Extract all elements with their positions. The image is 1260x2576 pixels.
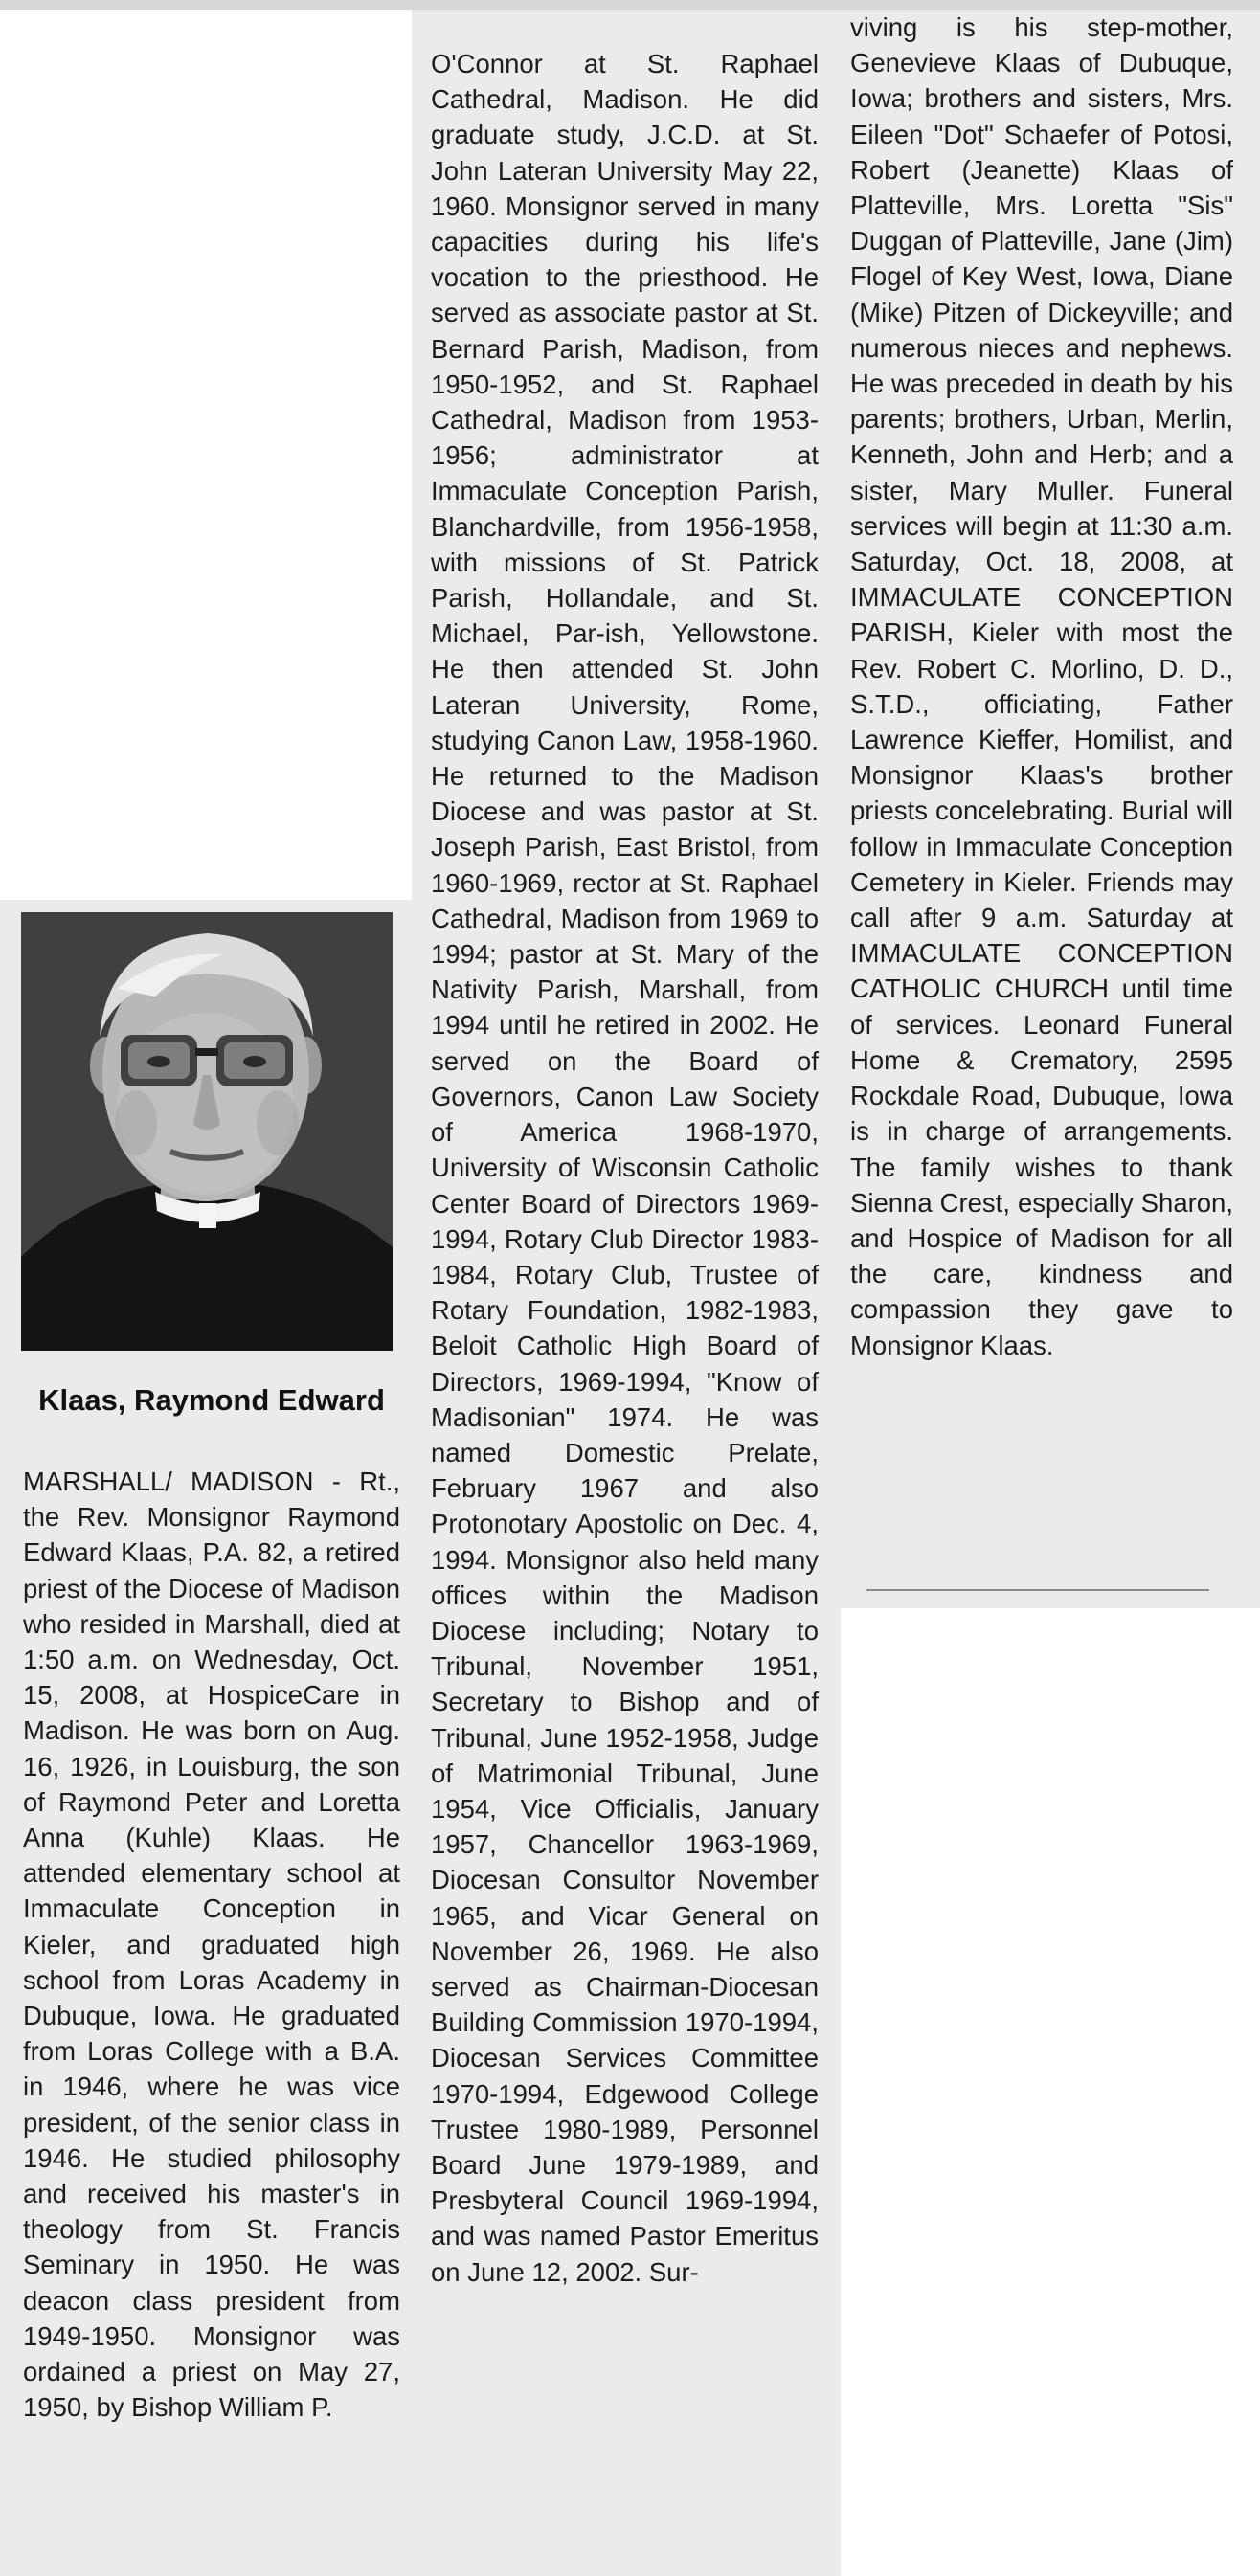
obituary-column-1: MARSHALL/ MADISON - Rt., the Rev. Monsignor Raymond Edward Klaas, P.A. 82, a retired priest of the Diocese of Madison who resided in Marshall, died at 1:50 a.m. on Wednesday, Oct. 15, 2008, at HospiceCare in Madison. He was born on Aug. 16, 1926, in Louisburg, the son of Raymond Peter and Loretta Anna (Kuhle) Klaas. He attended elementary school at Immaculate Conception in Kieler, and graduated high school from Loras Academy in Dubuque, Iowa. He graduated from Loras College with a B.A. in 1946, where he was vice president, of the senior class in 1946. He studied philosophy and received his master's in theology from St. Francis Seminary in 1950. He was deacon class president from 1949-1950. Monsignor was ordained a priest on May 27, 1950, by Bishop William P.: [23, 1467, 400, 2423]
end-rule: [866, 1589, 1209, 1591]
obituary-column-2: O'Connor at St. Raphael Cathedral, Madison. He did graduate study, J.C.D. at St. John Lateran University May 22, 1960. Monsignor served in many capacities during his life's vocation to the priesthood. He served as associate pastor at St. Bernard Parish, Madison, from 1950-1952, and St. Raphael Cathedral, Madison from 1953-1956; administrator at Immaculate Conception Parish, Blanchardville, from 1956-1958, with missions of St. Patrick Parish, Hollandale, and St. Michael, Par-ish, Yellowstone. He then attended St. John Lateran University, Rome, studying Canon Law, 1958-1960. He returned to the Madison Diocese and was pastor at St. Joseph Parish, East Bristol, from 1960-1969, rector at St. Raphael Cathedral, Madison from 1969 to 1994; pastor at St. Mary of the Nativity Parish, Marshall, from 1994 until he retired in 2002. He served on the Board of Governors, Canon Law Society of America 1968-1970, University of Wisconsin Catholic Center Board of Directors 1969-1994, Rotary Club Director 1983-1984, Rotary Club, Trustee of Rotary Foundation, 1982-1983, Beloit Catholic High Board of Directors, 1969-1994, "Know of Madisonian" 1974. He was named Domestic Prelate, February 1967 and also Protonotary Apostolic on Dec. 4, 1994. Monsignor also held many offices within the Madison Diocese including; Notary to Tribunal, November 1951, Secretary to Bishop and of Tribunal, June 1952-1958, Judge of Matrimonial Tribunal, June 1954, Vice Officialis, January 1957, Chancellor 1963-1969, Diocesan Consultor November 1965, and Vicar General on November 26, 1969. He also served as Chairman-Diocesan Building Commission 1970-1994, Diocesan Services Committee 1970-1994, Edgewood College Trustee 1980-1989, Personnel Board June 1979-1989, and Presbyteral Council 1969-1994, and was named Pastor Emeritus on June 12, 2002. Sur-: [431, 49, 819, 2287]
obituary-photo: [21, 912, 393, 1351]
top-border: [0, 0, 1260, 10]
portrait-illustration: [21, 912, 393, 1351]
obituary-column-3: viving is his step-mother, Genevieve Klaas of Dubuque, Iowa; brothers and sisters, Mrs. Eileen "Dot" Schaefer of Potosi, Robert (Jeanette) Klaas of Platteville, Mrs. Loretta "Sis" Duggan of Platteville, Jane (Jim) Flogel of Key West, Iowa, Diane (Mike) Pitzen of Dickeyville; and numerous nieces and nephews. He was preceded in death by his parents; brothers, Urban, Merlin, Kenneth, John and Herb; and a sister, Mary Muller. Funeral services will begin at 11:30 a.m. Saturday, Oct. 18, 2008, at IMMACULATE CONCEPTION PARISH, Kieler with most the Rev. Robert C. Morlino, D. D., S.T.D., officiating, Father Lawrence Kieffer, Homilist, and Monsignor Klaas's brother priests concelebrating. Burial will follow in Immaculate Conception Cemetery in Kieler. Friends may call after 9 a.m. Saturday at IMMACULATE CONCEPTION CATHOLIC CHURCH until time of services. Leonard Funeral Home & Crematory, 2595 Rockdale Road, Dubuque, Iowa is in charge of arrangements. The family wishes to thank Sienna Crest, especially Sharon, and Hospice of Madison for all the care, kindness and compassion they gave to Monsignor Klaas.: [850, 12, 1233, 1360]
obituary-headline: Klaas, Raymond Edward: [38, 1383, 385, 1417]
blank-area-top-left: [0, 10, 412, 900]
blank-area-bottom-right: [841, 1608, 1260, 2576]
